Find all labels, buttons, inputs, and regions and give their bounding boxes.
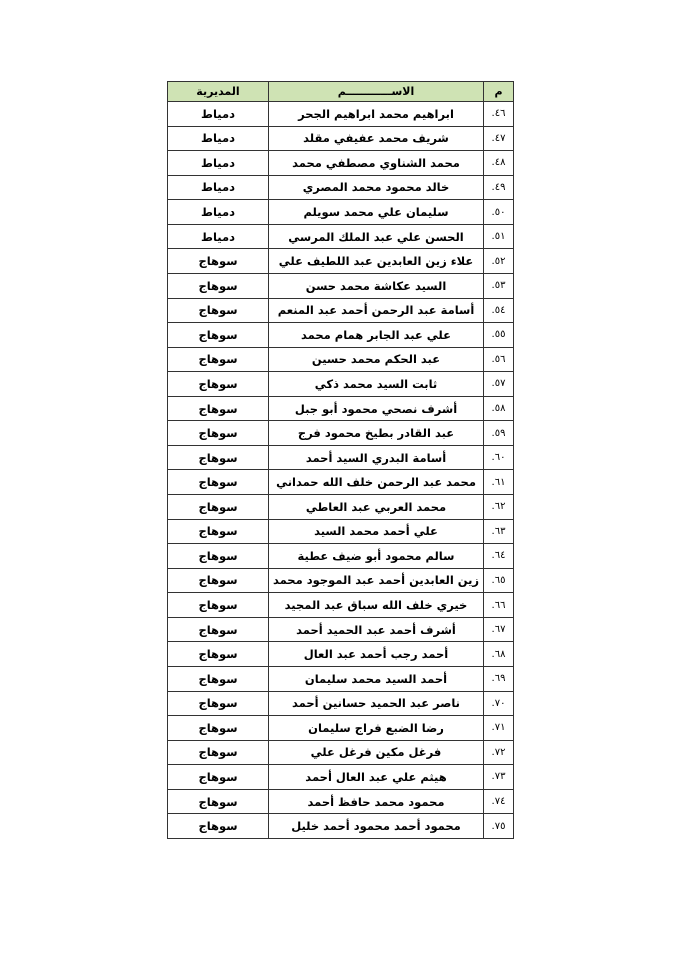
row-number: ٤٩. xyxy=(484,175,514,200)
header-name: الاســــــــــــم xyxy=(269,82,484,102)
row-directorate: سوهاج xyxy=(168,544,269,569)
row-number: ٦٠. xyxy=(484,445,514,470)
row-name: فرغل مكين فرغل علي xyxy=(269,740,484,765)
table-row xyxy=(168,617,514,642)
table-row xyxy=(168,544,514,569)
row-directorate: سوهاج xyxy=(168,495,269,520)
row-number: ٥٣. xyxy=(484,273,514,298)
row-number: ٧١. xyxy=(484,716,514,741)
row-number: ٦٢. xyxy=(484,495,514,520)
row-directorate: سوهاج xyxy=(168,298,269,323)
row-number: ٥٢. xyxy=(484,249,514,274)
row-name: أحمد السيد محمد سليمان xyxy=(269,666,484,691)
row-number: ٥٠. xyxy=(484,200,514,225)
table-row xyxy=(168,151,514,176)
row-name: هيثم علي عبد العال أحمد xyxy=(269,765,484,790)
row-name: أشرف نصحي محمود أبو جبل xyxy=(269,396,484,421)
row-name: محمد الشناوي مصطفي محمد xyxy=(269,151,484,176)
row-name: شريف محمد عفيفي مقلد xyxy=(269,126,484,151)
row-directorate: سوهاج xyxy=(168,666,269,691)
row-number: ٦٣. xyxy=(484,519,514,544)
row-directorate: سوهاج xyxy=(168,445,269,470)
row-name: محمود أحمد محمود أحمد خليل xyxy=(269,814,484,839)
row-number: ٦٩. xyxy=(484,666,514,691)
row-directorate: سوهاج xyxy=(168,814,269,839)
row-directorate: سوهاج xyxy=(168,347,269,372)
row-name: محمد العربي عبد العاطي xyxy=(269,495,484,520)
table-row xyxy=(168,224,514,249)
row-directorate: سوهاج xyxy=(168,716,269,741)
table-row xyxy=(168,691,514,716)
table-row xyxy=(168,445,514,470)
row-name: علي عبد الجابر همام محمد xyxy=(269,323,484,348)
row-number: ٦٧. xyxy=(484,617,514,642)
row-name: سليمان علي محمد سويلم xyxy=(269,200,484,225)
row-directorate: دمياط xyxy=(168,175,269,200)
table-row xyxy=(168,200,514,225)
row-number: ٥١. xyxy=(484,224,514,249)
row-directorate: دمياط xyxy=(168,126,269,151)
row-name: أسامة عبد الرحمن أحمد عبد المنعم xyxy=(269,298,484,323)
row-directorate: سوهاج xyxy=(168,642,269,667)
row-number: ٦٨. xyxy=(484,642,514,667)
row-name: عبد الحكم محمد حسين xyxy=(269,347,484,372)
table-row xyxy=(168,396,514,421)
row-name: خيري خلف الله سباق عبد المجيد xyxy=(269,593,484,618)
table-row xyxy=(168,298,514,323)
row-name: ابراهيم محمد ابراهيم الجحر xyxy=(269,102,484,127)
row-name: ناصر عبد الحميد حسانين أحمد xyxy=(269,691,484,716)
row-name: محمد عبد الرحمن خلف الله حمداني xyxy=(269,470,484,495)
row-number: ٦٥. xyxy=(484,568,514,593)
row-name: زين العابدين أحمد عبد الموجود محمد xyxy=(269,568,484,593)
table-row xyxy=(168,347,514,372)
row-name: الحسن علي عبد الملك المرسي xyxy=(269,224,484,249)
roster-body xyxy=(168,102,514,839)
roster-table xyxy=(167,81,514,839)
table-row xyxy=(168,273,514,298)
row-directorate: سوهاج xyxy=(168,593,269,618)
table-row xyxy=(168,470,514,495)
row-directorate: سوهاج xyxy=(168,323,269,348)
row-number: ٥٨. xyxy=(484,396,514,421)
row-directorate: سوهاج xyxy=(168,421,269,446)
row-name: رضا الضبع فراج سليمان xyxy=(269,716,484,741)
table-row xyxy=(168,126,514,151)
table-row xyxy=(168,421,514,446)
row-directorate: سوهاج xyxy=(168,249,269,274)
header-row xyxy=(168,82,514,102)
row-number: ٤٦. xyxy=(484,102,514,127)
table-row xyxy=(168,519,514,544)
row-directorate: سوهاج xyxy=(168,470,269,495)
row-directorate: سوهاج xyxy=(168,519,269,544)
row-number: ٧٠. xyxy=(484,691,514,716)
table-row xyxy=(168,372,514,397)
row-name: محمود محمد حافظ أحمد xyxy=(269,789,484,814)
row-directorate: سوهاج xyxy=(168,617,269,642)
table-row xyxy=(168,175,514,200)
row-directorate: سوهاج xyxy=(168,396,269,421)
row-directorate: سوهاج xyxy=(168,765,269,790)
row-number: ٧٣. xyxy=(484,765,514,790)
row-directorate: سوهاج xyxy=(168,273,269,298)
row-name: عبد القادر بطيخ محمود فرج xyxy=(269,421,484,446)
row-number: ٥٤. xyxy=(484,298,514,323)
row-number: ٧٥. xyxy=(484,814,514,839)
table-row xyxy=(168,765,514,790)
row-number: ٦٤. xyxy=(484,544,514,569)
row-directorate: سوهاج xyxy=(168,568,269,593)
row-directorate: دمياط xyxy=(168,151,269,176)
row-number: ٤٧. xyxy=(484,126,514,151)
table-row xyxy=(168,249,514,274)
row-directorate: دمياط xyxy=(168,224,269,249)
row-number: ٦٦. xyxy=(484,593,514,618)
table-row xyxy=(168,789,514,814)
row-directorate: سوهاج xyxy=(168,740,269,765)
table-row xyxy=(168,740,514,765)
row-directorate: سوهاج xyxy=(168,691,269,716)
row-name: أحمد رجب أحمد عبد العال xyxy=(269,642,484,667)
row-name: علي أحمد محمد السيد xyxy=(269,519,484,544)
row-name: أشرف أحمد عبد الحميد أحمد xyxy=(269,617,484,642)
row-number: ٥٥. xyxy=(484,323,514,348)
table-row xyxy=(168,593,514,618)
row-number: ٧٤. xyxy=(484,789,514,814)
row-number: ٧٢. xyxy=(484,740,514,765)
row-name: سالم محمود أبو ضيف عطية xyxy=(269,544,484,569)
row-name: أسامة البدري السيد أحمد xyxy=(269,445,484,470)
table-row xyxy=(168,666,514,691)
table-row xyxy=(168,495,514,520)
row-directorate: سوهاج xyxy=(168,372,269,397)
row-number: ٥٧. xyxy=(484,372,514,397)
row-directorate: دمياط xyxy=(168,200,269,225)
row-name: خالد محمود محمد المصري xyxy=(269,175,484,200)
row-number: ٤٨. xyxy=(484,151,514,176)
table-row xyxy=(168,814,514,839)
row-name: علاء زين العابدين عبد اللطيف علي xyxy=(269,249,484,274)
table-row xyxy=(168,642,514,667)
row-name: ثابت السيد محمد ذكي xyxy=(269,372,484,397)
row-number: ٥٩. xyxy=(484,421,514,446)
row-number: ٦١. xyxy=(484,470,514,495)
header-directorate: المديرية xyxy=(168,82,269,102)
table-row xyxy=(168,102,514,127)
table-row xyxy=(168,568,514,593)
row-name: السيد عكاشة محمد حسن xyxy=(269,273,484,298)
row-directorate: سوهاج xyxy=(168,789,269,814)
table-row xyxy=(168,323,514,348)
table-row xyxy=(168,716,514,741)
row-directorate: دمياط xyxy=(168,102,269,127)
header-num: م xyxy=(484,82,514,102)
row-number: ٥٦. xyxy=(484,347,514,372)
